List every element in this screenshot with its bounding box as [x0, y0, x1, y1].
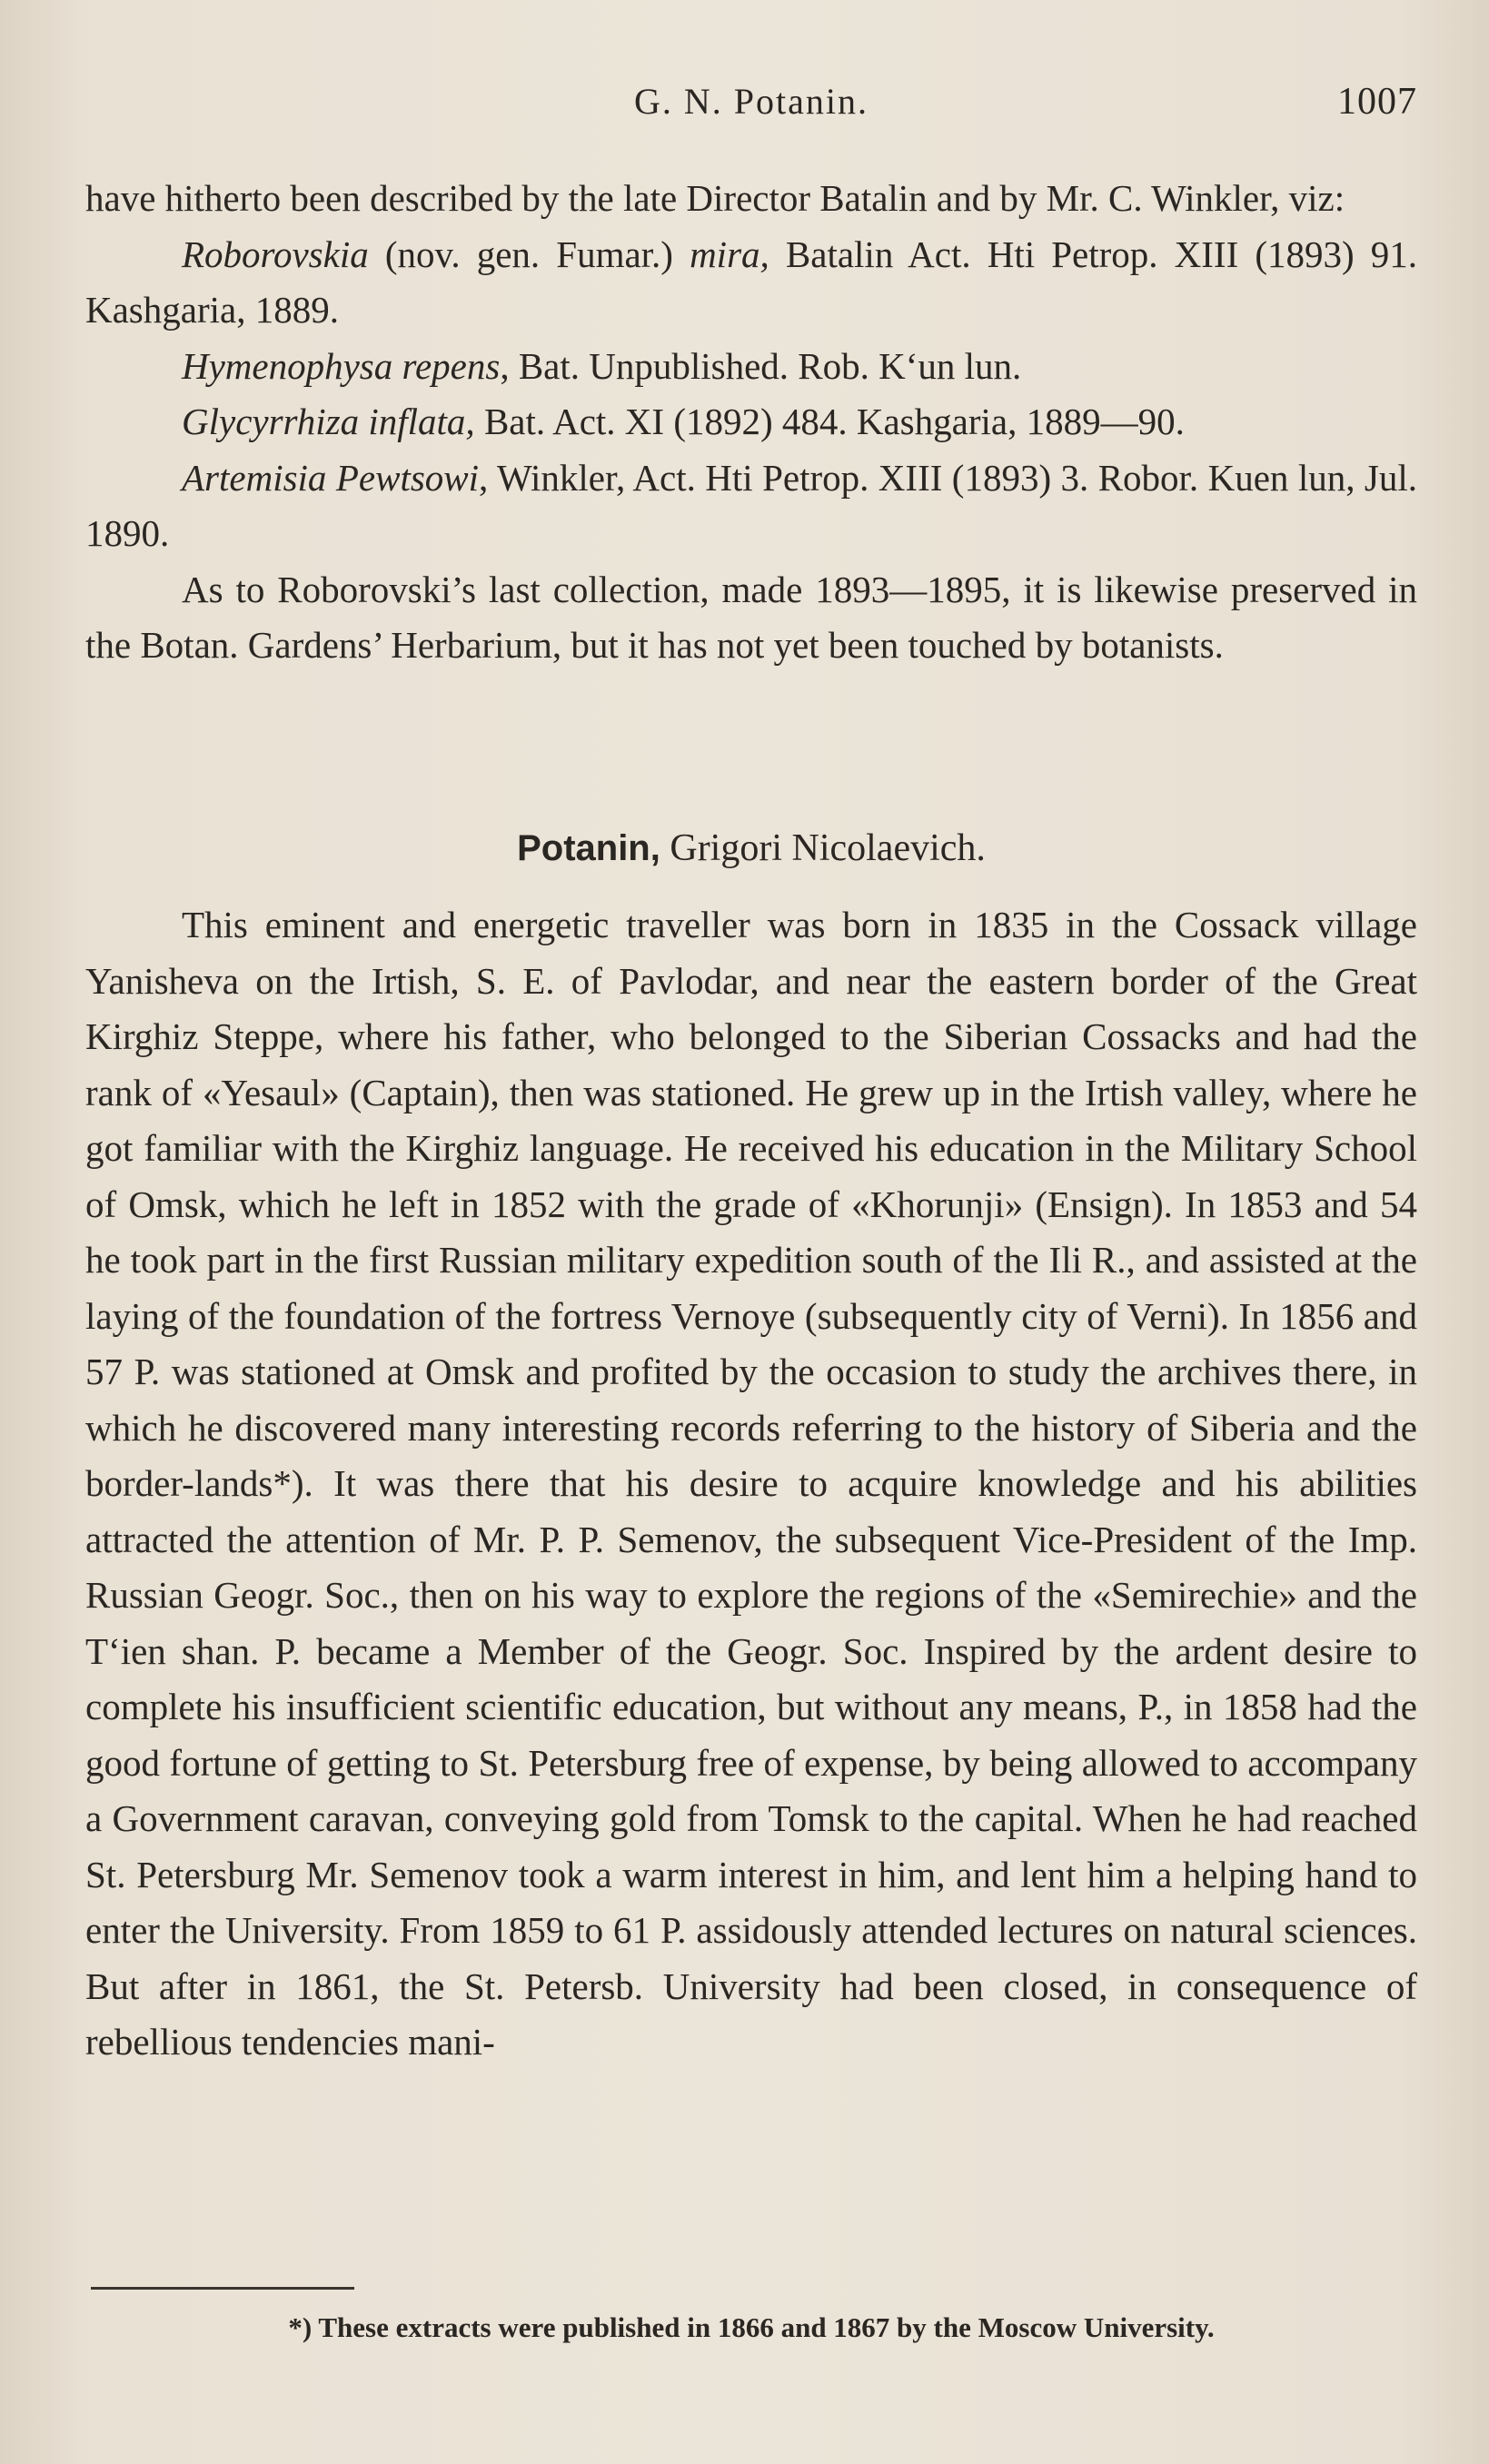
- species-name: Roborovskia: [182, 233, 369, 275]
- page-header: [85, 80, 1417, 134]
- intro-paragraph: have hitherto been described by the late Director Batalin and by Mr. C. Winkler, viz:: [85, 177, 1345, 219]
- species-mid: (nov. gen. Fumar.): [368, 233, 690, 275]
- page-number: 1007: [1337, 81, 1417, 123]
- entry-surname: Potanin,: [517, 828, 660, 868]
- footnote-rule: [91, 2287, 354, 2290]
- top-text-block: [85, 171, 1417, 674]
- species-name: Artemisia Pewtsowi: [182, 456, 480, 499]
- species-entry-artemisia: [85, 450, 1417, 562]
- species-entry-roborovskia: [85, 227, 1417, 339]
- species-citation: Bat. Act. XI (1892) 484. Kashgaria, 1889—90.: [474, 401, 1185, 442]
- footnote: *) These extracts were published in 1866 and 1867 by the Moscow University.: [288, 2311, 1215, 2343]
- species-name: Hymenophysa repens: [182, 344, 501, 387]
- species-entry-hymenophysa: [85, 339, 1417, 395]
- biography-block: [85, 897, 1417, 2071]
- species-citation: , Bat. Unpublished. Rob. K‘un lun.: [500, 344, 1022, 387]
- entry-given-name: Grigori Nicolaevich.: [660, 827, 986, 869]
- running-head: G. N. Potanin.: [634, 81, 869, 122]
- species-citation: , Winkler, Act. Hti Petrop. XIII (1893) 3. Robor. Kuen lun, Jul. 1890.: [85, 456, 1417, 554]
- species-name: Glycyrrhiza inflata,: [182, 401, 475, 442]
- species-epithet: mira,: [690, 233, 769, 275]
- biography-paragraph: This eminent and energetic traveller was born in 1835 in the Cossack village Yanisheva on the Irtish, S. E. of Pavlodar, and near the eastern border of the Great Kirghiz Steppe, where his father, who belonged to the Siberian Cossacks and had the rank of «Yesaul» (Captain), then was stationed. He grew up in the Irtish valley, where he got familiar with the Kirghiz language. He received his education in the Military School of Omsk, which he left in 1852 with the grade of «Khorunji» (Ensign). In 1853 and 54 he took part in the first Russian military expedition south of the Ili R., and assisted at the laying of the foundation of the fortress Vernoye (subsequently city of Verni). In 1856 and 57 P. was stationed at Omsk and profited by the occasion to study the archives there, in which he discovered many interesting records referring to the history of Siberia and the border-lands*). It was there that his desire to acquire knowledge and his abilities attracted the attention of Mr. P. P. Semenov, the subsequent Vice-President of the Imp. Russian Geogr. Soc., then on his way to explore the regions of the «Semirechie» and the T‘ien shan. P. became a Member of the Geogr. Soc. Inspired by the ardent desire to complete his insufficient scientific education, but without any means, P., in 1858 had the good fortune of getting to St. Petersburg free of expense, by being allowed to accompany a Government caravan, conveying gold from Tomsk to the capital. When he had reached St. Petersburg Mr. Semenov took a warm interest in him, and lent him a helping hand to enter the University. From 1859 to 61 P. assidously attended lectures on natural sciences. But after in 1861, the St. Petersb. University had been closed, in consequence of rebellious tendencies mani-: [85, 904, 1417, 2063]
- species-citation: Batalin Act. Hti Petrop. XIII (1893) 91. Kashgaria, 1889.: [85, 233, 1418, 331]
- closing-paragraph: As to Roborovski’s last collection, made 1893—1895, it is likewise preserved in the Botan. Gardens’ Herbarium, but it has not yet been touched by botanists.: [85, 568, 1417, 666]
- species-entry-glycyrrhiza: [85, 394, 1417, 450]
- entry-heading: [85, 826, 1417, 870]
